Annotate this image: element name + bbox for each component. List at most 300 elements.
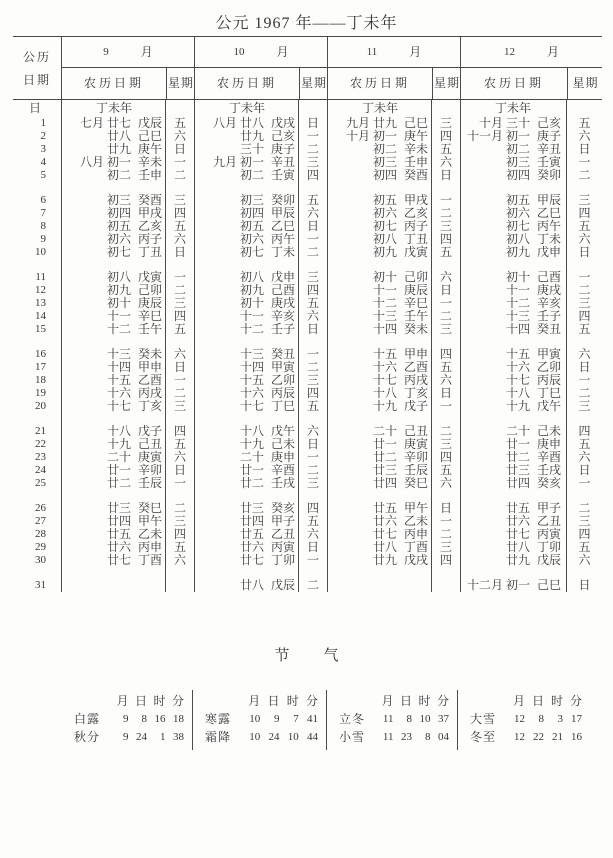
ganzhi-day: 乙丑 [536, 514, 561, 528]
weekday-cell: 四 [431, 451, 460, 464]
gregorian-day-number: 28 [35, 528, 46, 540]
lunar-month-label [461, 464, 503, 477]
lunar-month-label [62, 194, 104, 207]
lunar-month-label [195, 374, 237, 387]
solar-term-name: 秋分 [74, 730, 101, 744]
weekday-cell: 三 [431, 117, 460, 130]
ganzhi-day: 癸未 [403, 322, 428, 336]
table-row [13, 477, 602, 490]
weekday-cell: 三 [298, 156, 327, 169]
lunar-day: 十一 [239, 309, 264, 323]
table-row [13, 100, 602, 117]
weekday-cell [431, 579, 460, 592]
lunar-month-label [195, 310, 237, 323]
ganzhi-day: 丙午 [536, 219, 561, 233]
weekday-cell: 一 [298, 451, 327, 464]
ganzhi-day: 丙子 [403, 219, 428, 233]
ganzhi-day: 乙酉 [137, 373, 162, 387]
solar-term-value: 10 [419, 713, 431, 725]
lunar-date-cell [327, 554, 431, 567]
weekday-cell: 四 [431, 348, 460, 361]
spacer-cell [13, 567, 61, 579]
weekday-cell: 日 [165, 464, 194, 477]
lunar-month-label [62, 541, 104, 554]
solar-term-value: 37 [438, 713, 449, 725]
lunar-day: 初十 [106, 296, 131, 310]
ganzhi-day: 己酉 [270, 283, 295, 297]
lunar-date-cell [194, 246, 298, 259]
weekday-cell: 一 [165, 156, 194, 169]
solar-term-header-row [205, 692, 318, 710]
lunar-month-label [195, 194, 237, 207]
gregorian-day-number: 11 [35, 271, 46, 283]
solar-term-name-spacer [205, 692, 241, 710]
lunar-date-cell [61, 400, 165, 413]
lunar-month-label [461, 387, 503, 400]
weekday-cell: 四 [165, 528, 194, 541]
lunar-day: 十五 [505, 347, 530, 361]
lunar-month-label [461, 541, 503, 554]
week-header: 星期 [432, 68, 461, 99]
weekday-cell: 一 [165, 271, 194, 284]
lunar-day: 廿五 [106, 527, 131, 541]
solar-term-value: 24 [268, 731, 280, 743]
weekday-cell: 六 [566, 451, 602, 464]
lunar-day: 廿六 [106, 540, 131, 554]
lunar-day: 十九 [505, 399, 530, 413]
lunar-month-label [328, 169, 370, 182]
ganzhi-day: 庚寅 [137, 450, 162, 464]
lunar-month-label [461, 169, 503, 182]
lunar-day: 初十 [239, 296, 264, 310]
lunar-day: 初一 [239, 155, 264, 169]
lunar-day: 廿六 [372, 514, 397, 528]
lunar-day: 初六 [372, 206, 397, 220]
ganzhi-day: 辛巳 [403, 296, 428, 310]
solar-term-value: 17 [571, 713, 582, 725]
gregorian-day-number: 1 [40, 117, 46, 129]
ganzhi-day: 丙申 [403, 527, 428, 541]
lunar-date-cell [194, 169, 298, 182]
lunar-month-label: 八月 [79, 155, 104, 169]
weekday-cell: 五 [298, 400, 327, 413]
lunar-month-label [195, 528, 237, 541]
lunar-month-label [328, 246, 370, 259]
lunar-month-label [461, 361, 503, 374]
lunar-day: 廿八 [372, 540, 397, 554]
gregorian-day-number: 21 [35, 425, 46, 437]
lunar-month-label [461, 271, 503, 284]
lunar-day: 廿七 [106, 116, 131, 130]
lunar-day: 十二 [372, 296, 397, 310]
weekday-cell: 六 [298, 310, 327, 323]
ganzhi-day: 戊辰 [536, 553, 561, 567]
weekday-cell: 四 [165, 207, 194, 220]
ganzhi-day: 甲戌 [403, 193, 428, 207]
week-header: 星期 [299, 68, 328, 99]
month-title-11 [328, 37, 460, 68]
weekday-cell: 二 [566, 284, 602, 297]
weekday-cell: 三 [431, 220, 460, 233]
ganzhi-day: 己酉 [536, 270, 561, 284]
lunar-day: 初八 [106, 270, 131, 284]
solar-term-header-row [74, 692, 184, 710]
lunar-day: 廿三 [505, 463, 530, 477]
solar-term-column-header: 月 [116, 694, 129, 708]
lunar-day: 十七 [505, 373, 530, 387]
weekday-cell: 五 [165, 117, 194, 130]
lunar-day: 初一 [372, 129, 397, 143]
ganzhi-day: 庚子 [536, 129, 561, 143]
weekday-cell: 六 [566, 554, 602, 567]
lunar-day: 廿九 [372, 553, 397, 567]
lunar-month-label [195, 464, 237, 477]
weekday-cell: 日 [566, 143, 602, 156]
lunar-day: 初九 [106, 283, 131, 297]
lunar-day: 廿九 [372, 116, 397, 130]
weekday-cell: 一 [165, 477, 194, 490]
weekday-cell: 三 [298, 477, 327, 490]
solar-term-column-header: 时 [153, 694, 166, 708]
ganzhi-day: 壬子 [270, 322, 295, 336]
lunar-month-label: 十二月 [466, 578, 503, 592]
ganzhi-day: 乙酉 [403, 360, 428, 374]
ganzhi-day: 丁酉 [137, 553, 162, 567]
gregorian-day-number: 2 [40, 130, 46, 142]
ganzhi-day: 丁丑 [403, 232, 428, 246]
solar-term-row [339, 728, 449, 746]
lunar-day: 廿一 [505, 437, 530, 451]
ganzhi-day: 乙亥 [137, 219, 162, 233]
ganzhi-day: 丙午 [270, 232, 295, 246]
lunar-month-label [461, 348, 503, 361]
lunar-day: 初二 [372, 142, 397, 156]
lunar-day: 初二 [239, 168, 264, 182]
weekday-cell: 五 [431, 464, 460, 477]
lunar-year-label: 丁未年 [460, 100, 566, 117]
lunar-day: 十五 [372, 347, 397, 361]
ganzhi-day: 壬戌 [270, 476, 295, 490]
weekday-cell: 一 [298, 554, 327, 567]
week-header: 星期 [567, 68, 603, 99]
weekday-cell: 六 [165, 451, 194, 464]
ganzhi-day: 乙巳 [270, 219, 295, 233]
weekday-cell: 四 [298, 387, 327, 400]
ganzhi-day: 甲午 [403, 501, 428, 515]
lunar-month-label: 七月 [79, 116, 104, 130]
lunar-day: 十二 [505, 296, 530, 310]
ganzhi-day: 戊午 [270, 424, 295, 438]
weekday-cell: 四 [165, 310, 194, 323]
ganzhi-day: 壬寅 [536, 155, 561, 169]
weekday-cell: 四 [298, 502, 327, 515]
lunar-month-label [461, 502, 503, 515]
gregorian-day-number: 13 [35, 297, 46, 309]
lunar-day: 廿三 [372, 463, 397, 477]
ganzhi-day: 癸酉 [403, 168, 428, 182]
lunar-month-label [328, 361, 370, 374]
ganzhi-day: 癸酉 [137, 193, 162, 207]
lunar-day: 十三 [505, 309, 530, 323]
weekday-cell: 三 [566, 297, 602, 310]
lunar-day: 初十 [372, 270, 397, 284]
lunar-month-label [461, 400, 503, 413]
ganzhi-day: 丙子 [137, 232, 162, 246]
lunar-month-label [328, 271, 370, 284]
gregorian-day-number: 18 [35, 374, 46, 386]
lunar-day: 廿一 [239, 463, 264, 477]
solar-term-value: 8 [538, 713, 544, 725]
month-number: 9 [103, 46, 109, 58]
calendar-body [13, 100, 602, 592]
solar-term-value: 12 [514, 713, 525, 725]
gregorian-day-number: 14 [35, 310, 46, 322]
weekday-cell: 一 [566, 271, 602, 284]
spacer-cell [13, 259, 61, 271]
ganzhi-day: 癸亥 [536, 476, 561, 490]
weekday-cell: 日 [165, 246, 194, 259]
lunar-month-label: 九月 [345, 116, 370, 130]
ganzhi-day: 癸亥 [270, 501, 295, 515]
lunar-month-label [195, 246, 237, 259]
lunar-month-label [328, 348, 370, 361]
lunar-month-label [461, 554, 503, 567]
weekday-cell: 四 [298, 284, 327, 297]
ganzhi-day: 壬午 [137, 322, 162, 336]
lunar-day: 初三 [106, 193, 131, 207]
weekday-cell: 四 [298, 169, 327, 182]
weekday-cell: 六 [431, 271, 460, 284]
lunar-day: 二十 [239, 450, 264, 464]
solar-term-value: 3 [557, 713, 563, 725]
lunar-day: 二十 [505, 424, 530, 438]
weekday-cell [566, 100, 602, 117]
lunar-day: 十三 [372, 309, 397, 323]
ganzhi-day: 戊辰 [270, 578, 295, 592]
lunar-day: 廿四 [106, 514, 131, 528]
weekday-cell: 二 [165, 502, 194, 515]
solar-term-name: 立冬 [339, 712, 366, 726]
table-row [13, 579, 602, 592]
ganzhi-day: 丙戌 [403, 373, 428, 387]
lunar-day: 十六 [372, 360, 397, 374]
lunar-month-label [62, 515, 104, 528]
ganzhi-day: 壬申 [403, 155, 428, 169]
lunar-day: 十七 [239, 399, 264, 413]
ganzhi-day: 庚戌 [536, 283, 561, 297]
weekday-cell: 二 [566, 169, 602, 182]
lunar-month-label [195, 284, 237, 297]
solar-term-value: 10 [249, 713, 261, 725]
solar-term-column-header: 分 [305, 694, 318, 708]
lunar-day: 廿二 [505, 450, 530, 464]
lunar-month-label [328, 400, 370, 413]
lunar-month-label [328, 310, 370, 323]
solar-term-row [74, 710, 184, 728]
ganzhi-day: 己卯 [403, 270, 428, 284]
lunar-month-label [195, 169, 237, 182]
lunar-day: 初四 [239, 206, 264, 220]
gregorian-day-number: 5 [40, 169, 46, 181]
weekday-cell: 三 [298, 374, 327, 387]
ganzhi-day: 癸卯 [270, 193, 295, 207]
weekday-cell: 五 [298, 194, 327, 207]
spacer-cell [61, 567, 165, 579]
lunar-day: 廿五 [239, 527, 264, 541]
weekday-cell: 一 [431, 515, 460, 528]
lunar-month-label [62, 528, 104, 541]
lunar-month-label [328, 156, 370, 169]
month-number: 10 [233, 46, 245, 58]
ganzhi-day: 甲申 [403, 347, 428, 361]
lunar-day: 廿八 [505, 540, 530, 554]
lunar-date-cell [327, 169, 431, 182]
lunar-day: 初一 [106, 155, 131, 169]
weekday-cell: 四 [566, 425, 602, 438]
ganzhi-day: 甲寅 [536, 347, 561, 361]
lunar-year-label: 丁未年 [327, 100, 431, 117]
ganzhi-day: 癸巳 [137, 501, 162, 515]
weekday-cell: 五 [165, 541, 194, 554]
lunar-month-label [62, 271, 104, 284]
lunar-day: 十三 [106, 347, 131, 361]
lunar-month-label [195, 400, 237, 413]
weekday-cell: 五 [566, 323, 602, 336]
lunar-day: 廿九 [505, 553, 530, 567]
lunar-date-cell [327, 579, 431, 592]
lunar-day: 廿七 [106, 553, 131, 567]
weekday-cell: 五 [566, 541, 602, 554]
lunar-month-label [195, 271, 237, 284]
lunar-date-cell [194, 477, 298, 490]
lunar-date-cell [460, 323, 566, 336]
gregorian-day-number: 12 [35, 284, 46, 296]
solar-term-value: 9 [274, 713, 280, 725]
lunar-day: 十一 [372, 283, 397, 297]
lunar-day: 初七 [239, 245, 264, 259]
table-row [13, 169, 602, 182]
weekday-cell: 四 [431, 554, 460, 567]
ganzhi-day: 戊寅 [403, 245, 428, 259]
lunar-month-label [461, 477, 503, 490]
corner-label-line2: 日期 [22, 73, 51, 87]
weekday-cell: 一 [566, 477, 602, 490]
gregorian-day-number: 17 [35, 361, 46, 373]
ganzhi-day: 戊寅 [137, 270, 162, 284]
lunar-month-label [461, 438, 503, 451]
gregorian-day-number: 27 [35, 515, 46, 527]
ganzhi-day: 癸巳 [403, 476, 428, 490]
lunar-date-cell [460, 400, 566, 413]
table-row [13, 400, 602, 413]
lunar-month-label [461, 528, 503, 541]
lunar-day: 十六 [239, 386, 264, 400]
ganzhi-day: 乙亥 [403, 206, 428, 220]
lunar-date-cell [61, 246, 165, 259]
solar-term-name: 寒露 [205, 712, 232, 726]
lunar-day: 初五 [106, 219, 131, 233]
lunar-month-label [461, 374, 503, 387]
ganzhi-day: 辛未 [137, 155, 162, 169]
lunar-month-label [62, 451, 104, 464]
lunar-day: 十四 [505, 322, 530, 336]
ganzhi-day: 壬寅 [270, 168, 295, 182]
lunar-month-label [195, 502, 237, 515]
solar-term-name-spacer [339, 692, 375, 710]
lunar-month-label [195, 387, 237, 400]
solar-term-value: 11 [382, 731, 394, 743]
ganzhi-day: 己亥 [536, 116, 561, 130]
weekday-cell: 一 [298, 233, 327, 246]
ganzhi-day: 乙丑 [270, 527, 295, 541]
lunar-date-cell [460, 579, 566, 592]
lunar-month-label [328, 143, 370, 156]
lunar-day: 廿一 [106, 463, 131, 477]
weekday-cell: 五 [431, 143, 460, 156]
weekday-cell: 四 [566, 528, 602, 541]
weekday-cell: 日 [566, 246, 602, 259]
ganzhi-day: 乙未 [137, 527, 162, 541]
lunar-day: 廿八 [239, 578, 264, 592]
lunar-month-label [62, 554, 104, 567]
lunar-day: 廿二 [372, 450, 397, 464]
lunar-month-label [328, 374, 370, 387]
ganzhi-day: 癸卯 [536, 168, 561, 182]
ganzhi-day: 戊辰 [137, 116, 162, 130]
lunar-month-label [461, 284, 503, 297]
weekday-cell [165, 100, 194, 117]
weekday-cell: 六 [298, 425, 327, 438]
solar-term-value: 18 [173, 713, 184, 725]
weekday-cell: 二 [165, 387, 194, 400]
lunar-day: 十五 [106, 373, 131, 387]
ganzhi-day: 戊午 [536, 399, 561, 413]
ganzhi-day: 戊申 [536, 245, 561, 259]
lunar-day: 廿四 [505, 476, 530, 490]
weekday-cell: 三 [431, 541, 460, 554]
solar-term-column-header: 日 [399, 694, 412, 708]
gregorian-day-number: 20 [35, 400, 46, 412]
lunar-month-label [195, 554, 237, 567]
lunar-month-label [195, 425, 237, 438]
solar-term-value: 8 [141, 713, 147, 725]
lunar-date-cell [61, 554, 165, 567]
weekday-cell: 六 [298, 528, 327, 541]
ganzhi-day: 乙卯 [270, 373, 295, 387]
lunar-month-label [328, 502, 370, 515]
lunar-date-cell [194, 323, 298, 336]
lunar-month-label [461, 310, 503, 323]
weekday-cell: 六 [165, 233, 194, 246]
ganzhi-day: 戊子 [403, 399, 428, 413]
lunar-day: 廿三 [239, 501, 264, 515]
lunar-day: 廿七 [239, 553, 264, 567]
ganzhi-day: 丁未 [270, 245, 295, 259]
solar-term-group [457, 690, 590, 750]
lunar-day: 三十 [505, 116, 530, 130]
lunar-day: 廿七 [505, 527, 530, 541]
table-row [13, 554, 602, 567]
month-title-10 [195, 37, 327, 68]
lunar-month-label [62, 323, 104, 336]
gregorian-day-number: 8 [40, 220, 46, 232]
lunar-month-label [461, 233, 503, 246]
lunar-month-label [62, 169, 104, 182]
day-column-label: 日 [28, 101, 41, 115]
lunar-month-label [461, 246, 503, 259]
weekday-cell: 三 [165, 297, 194, 310]
weekday-cell: 五 [298, 297, 327, 310]
